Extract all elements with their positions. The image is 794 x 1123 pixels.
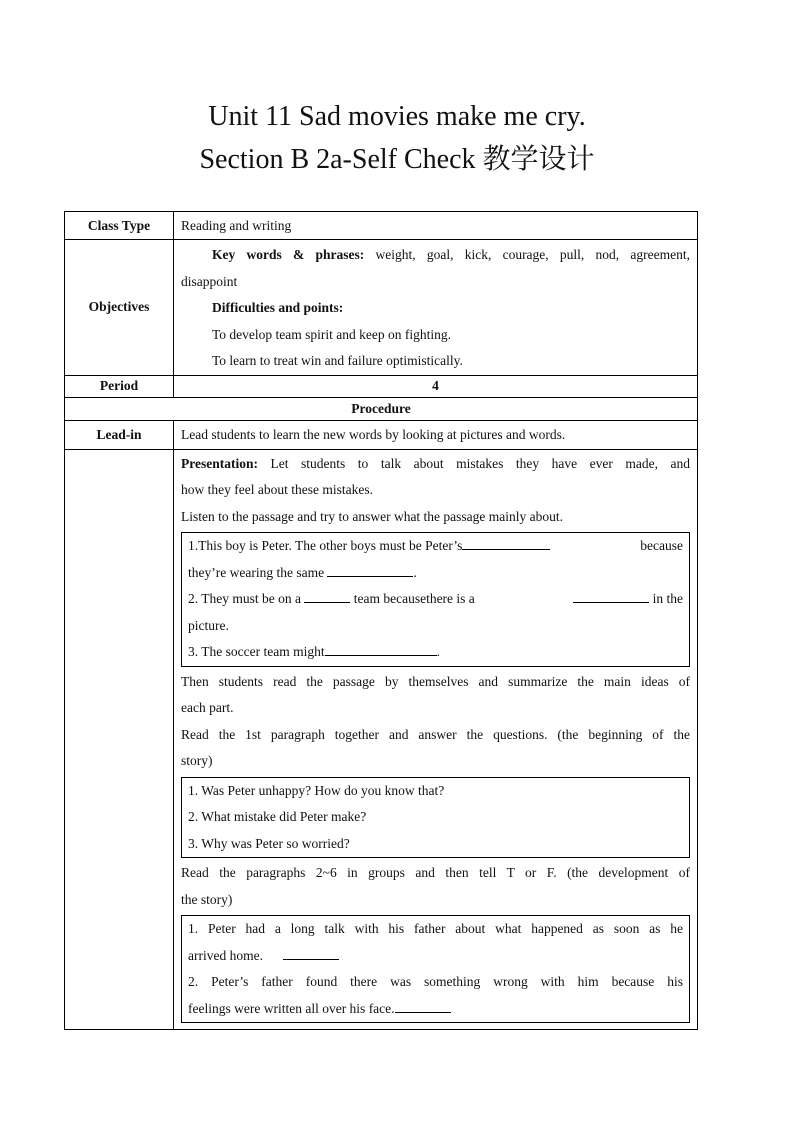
read-paragraphs-instruction: Read the paragraphs 2~6 in groups and then tell T or F. (the development of: [181, 865, 690, 880]
read-paragraphs-instruction-cont: the story): [181, 891, 233, 907]
answer-blank: [304, 588, 350, 603]
class-type-value: Reading and writing: [181, 217, 292, 233]
answer-blank: [462, 535, 550, 550]
answer-blank: [573, 588, 649, 603]
leadin-label: Lead-in: [65, 420, 174, 449]
presentation-text-cont: how they feel about these mistakes.: [181, 482, 373, 497]
question-1-line1: 1.This boy is Peter. The other boys must be Peter’s because: [188, 533, 683, 560]
paragraph-one-questions-box: [181, 777, 690, 859]
key-words-text: weight, goal, kick, courage, pull, nod, agreement,: [375, 247, 690, 262]
read-first-paragraph-instruction: Read the 1st paragraph together and answer the questions. (the beginning of the: [181, 726, 690, 742]
statement-2-line1: 2. Peter’s father found there was something wrong with him because his: [188, 974, 683, 989]
procedure-row: [65, 397, 698, 420]
document-title-line2: Section B 2a-Self Check 教学设计: [199, 144, 595, 175]
statement-2-line2: feelings were written all over his face.: [188, 996, 683, 1023]
leadin-text: Lead students to learn the new words by looking at pictures and words.: [181, 426, 566, 442]
class-type-label: Class Type: [65, 212, 174, 240]
key-words-line: [174, 242, 697, 269]
procedure-label: Procedure: [65, 397, 698, 420]
answer-blank: [325, 641, 437, 656]
key-words-label: Key words & phrases:: [212, 247, 365, 262]
difficulty-2: To learn to treat win and failure optimistically.: [212, 353, 463, 368]
read-first-paragraph-instruction-cont: story): [181, 753, 213, 768]
statement-1-line1: 1. Peter had a long talk with his father about what happened as soon as he: [188, 921, 683, 936]
question-2-line1: 2. They must be on a team becausethere is a in the: [188, 586, 683, 613]
then-instruction-cont: each part.: [181, 700, 234, 715]
period-row: [65, 375, 698, 397]
answer-blank: [327, 562, 413, 577]
question-3: 3. Why was Peter so worried?: [188, 835, 350, 851]
period-label: Period: [65, 375, 174, 397]
key-words-text-cont: disappoint: [181, 273, 238, 289]
true-false-box: [181, 915, 690, 1023]
difficulties-label: Difficulties and points:: [212, 300, 344, 315]
question-1: 1. Was Peter unhappy? How do you know that?: [188, 782, 445, 798]
listen-instruction: Listen to the passage and try to answer what the passage mainly about.: [181, 508, 564, 524]
statement-1-line2: arrived home.: [188, 943, 683, 970]
presentation-row: [65, 449, 698, 1030]
listening-questions-box: [181, 532, 690, 667]
leadin-row: [65, 420, 698, 449]
objectives-label: Objectives: [65, 240, 174, 376]
presentation-label: Presentation:: [181, 455, 258, 471]
question-1-line2: they’re wearing the same .: [188, 560, 683, 587]
presentation-text: Let students to talk about mistakes they have ever made, and: [270, 455, 691, 471]
difficulty-1: To develop team spirit and keep on fighting.: [212, 326, 451, 342]
question-3: 3. The soccer team might .: [188, 639, 683, 666]
document-title-line1: Unit 11 Sad movies make me cry.: [208, 101, 586, 132]
then-instruction: Then students read the passage by themselves and summarize the main ideas of: [181, 673, 690, 689]
objectives-row: [65, 240, 698, 376]
answer-blank: [395, 998, 451, 1013]
period-value: 4: [174, 375, 698, 397]
question-2-line2: picture.: [188, 617, 229, 633]
presentation-line: [174, 451, 697, 478]
answer-blank: [283, 945, 339, 960]
lesson-plan-table: [64, 211, 698, 1030]
question-2: 2. What mistake did Peter make?: [188, 809, 367, 824]
class-type-row: [65, 212, 698, 240]
